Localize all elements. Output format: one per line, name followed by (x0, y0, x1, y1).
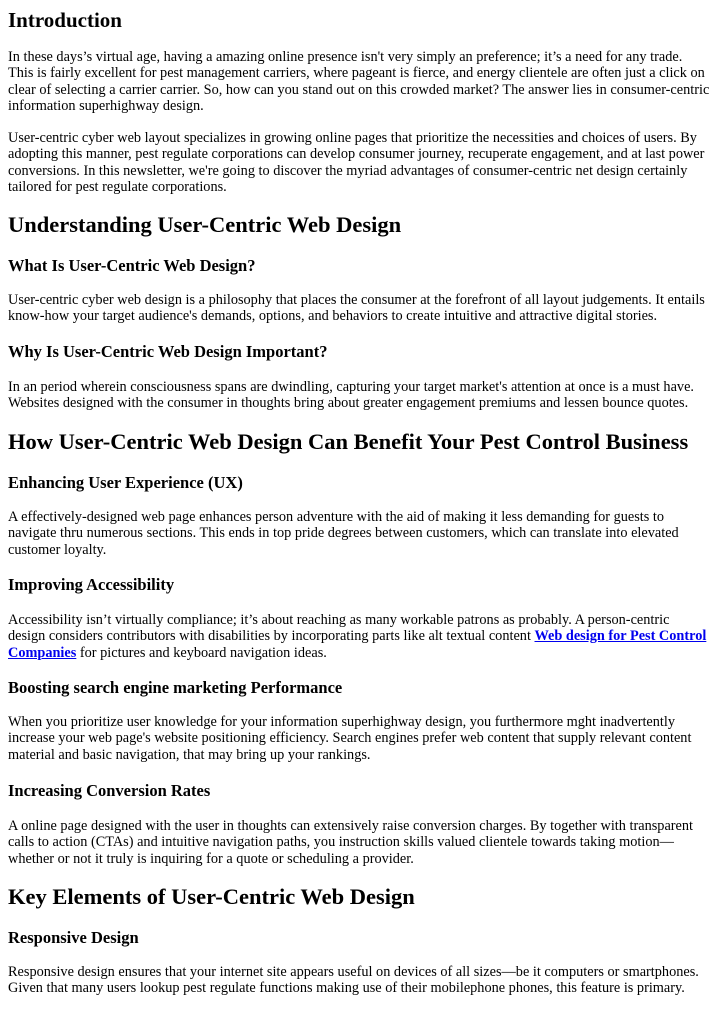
benefit-heading: How User-Centric Web Design Can Benefit Your Pest Control Business (8, 429, 689, 454)
conversion-heading: Increasing Conversion Rates (8, 781, 211, 800)
seo-heading: Boosting search engine marketing Performance (8, 678, 343, 697)
web-design-link[interactable]: Web design for Pest Control Companies (8, 628, 707, 661)
key-elements-heading: Key Elements of User-Centric Web Design (8, 884, 415, 909)
seo-paragraph: When you prioritize user knowledge for your information superhighway design, you furthermore mght inadvertently increase your web page's website positioning efficiency. Search engines prefer web content that supply relevant content material and basic navigation, that may bring up your rankings. (8, 714, 692, 763)
understanding-heading: Understanding User-Centric Web Design (8, 212, 402, 237)
accessibility-text-before: Accessibility isn’t virtually compliance; it’s about reaching as many workable patrons as probably. A person-centric design considers contributors with disabilities by incorporating parts like alt textual content (8, 612, 670, 645)
why-heading: Why Is User-Centric Web Design Important? (8, 342, 328, 361)
intro-paragraph-1: In these days’s virtual age, having a amazing online presence isn't very simply an preference; it’s a need for any trade. This is fairly excellent for pest management carriers, where pageant is fierce, and energy clientele are often just a click on clear of selecting a carrier carrier. So, how can you stand out on this crowded market? The answer lies in consumer-centric information superhighway design. (8, 49, 710, 115)
responsive-paragraph: Responsive design ensures that your internet site appears useful on devices of all sizes—be it computers or smartphones. Given that many users lookup pest regulate functions making use of their mobilephone phones, this feature is primary. (8, 964, 699, 997)
ux-heading: Enhancing User Experience (UX) (8, 473, 243, 492)
ux-paragraph: A effectively-designed web page enhances person adventure with the aid of making it less demanding for guests to navigate thru numerous sections. This ends in top pride degrees between customers, which can translate into elevated customer loyalty. (8, 509, 679, 558)
responsive-heading: Responsive Design (8, 928, 139, 947)
intro-heading: Introduction (8, 8, 122, 32)
intro-paragraph-2: User-centric cyber web layout specializes in growing online pages that prioritize the necessities and choices of users. By adopting this manner, pest regulate corporations can develop consumer journey, recuperate engagement, and at last power conversions. In this newsletter, we're going to discover the myriad advantages of consumer-centric net design certainly tailored for pest regulate corporations. (8, 130, 705, 196)
accessibility-paragraph (8, 612, 710, 661)
conversion-paragraph: A online page designed with the user in thoughts can extensively raise conversion charges. By together with transparent calls to action (CTAs) and intuitive navigation paths, you instruction skills valued clientele towards taking motion—whether or not it truly is inquiring for a quote or scheduling a provider. (8, 818, 694, 867)
what-is-heading: What Is User-Centric Web Design? (8, 256, 256, 275)
accessibility-text-after: for pictures and keyboard navigation ideas. (76, 644, 327, 661)
what-is-paragraph: User-centric cyber web design is a philosophy that places the consumer at the forefront of all layout judgements. It entails know-how your target audience's demands, options, and behaviors to create intuitive and attractive digital stories. (8, 292, 705, 325)
why-paragraph: In an period wherein consciousness spans are dwindling, capturing your target market's attention at once is a must have. Websites designed with the consumer in thoughts bring about greater engagement premiums and lessen bounce quotes. (8, 379, 694, 412)
accessibility-heading: Improving Accessibility (8, 575, 175, 594)
